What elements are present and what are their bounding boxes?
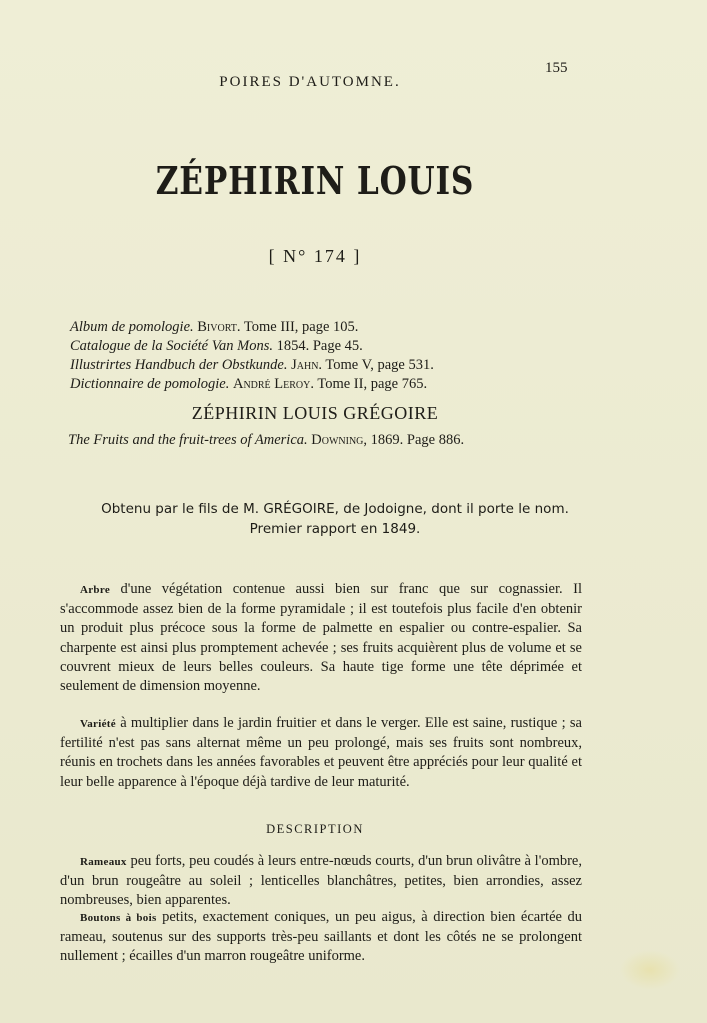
reference-author: André Leroy. [232, 376, 314, 392]
paragraph-text: peu forts, peu coudés à leurs entre-nœuds courts, d'un brun olivâtre à l'ombre, d'un brun rougeâtre au soleil ; lenticelles blanchâtres, petites, bien arrondies, assez nombreuses, bien apparentes. [60, 853, 582, 909]
reference-location: 1854. Page 45. [276, 338, 363, 354]
reference-item [70, 318, 630, 337]
reference-item [70, 375, 630, 394]
reference-location: Tome V, page 531. [325, 357, 434, 373]
reference-work: Dictionnaire de pomologie. [70, 376, 230, 392]
paragraph-text: d'une végétation contenue aussi bien sur franc que sur cognassier. Il s'accommode assez bien de la forme pyramidale ; il est toutefois plus facile d'en obtenir un produit plus précoce sous la forme de palmette en espalier ou contre-espalier. Sa charpente est ainsi plus promptement achevée ; ses fruits acquièrent plus de volume et se couvrent mieux de leurs belles couleurs. Sa haute tige forme une tête déprimée et seulement de dimension moyenne. [60, 581, 582, 695]
reference-item [70, 356, 630, 375]
page-title: ZÉPHIRIN LOUIS [155, 158, 475, 203]
paragraph-lead: Rameaux [80, 856, 127, 868]
reference-location: Tome III, page 105. [243, 319, 359, 335]
paragraph-text: à multiplier dans le jardin fruitier et dans le verger. Elle est saine, rustique ; sa fertilité n'est pas sans alternat même un peu prolongé, mais ses fruits sont nombreux, réunis en trochets dans les années favorables et peuvent être appréciés pour leur qualité et leur belle apparence à l'époque déjà tardive de leur maturité. [60, 715, 582, 790]
synonym-reference [68, 431, 628, 450]
page-number: 155 [545, 60, 568, 76]
reference-item [70, 337, 630, 356]
paragraph-text: petits, exactement coniques, un peu aigus, à direction bien écartée du rameau, soutenus sur des supports très-peu saillants et dont les côtés ne se prolongent nullement ; écailles d'un marron rougeâtre uniforme. [60, 909, 582, 965]
variety-number: [ N° 174 ] [268, 246, 362, 266]
origin-line: Obtenu par le fils de M. GRÉGOIRE, de Jodoigne, dont il porte le nom. [101, 501, 569, 517]
reference-work: Illustrirtes Handbuch der Obstkunde. [70, 357, 288, 373]
paper-stain [620, 950, 680, 990]
reference-location: 1869. Page 886. [370, 432, 465, 448]
origin-line: Premier rapport en 1849. [249, 521, 421, 537]
paragraph-arbre [60, 580, 582, 696]
reference-work: Catalogue de la Société Van Mons. [70, 338, 273, 354]
reference-work: Album de pomologie. [70, 319, 194, 335]
origin-note [30, 499, 640, 539]
running-head: POIRES D'AUTOMNE. [219, 74, 401, 90]
paragraph-variete [60, 714, 582, 792]
reference-work: The Fruits and the fruit-trees of America. [68, 432, 308, 448]
synonym-title: ZÉPHIRIN LOUIS GRÉGOIRE [191, 403, 439, 423]
section-heading: DESCRIPTION [266, 822, 364, 836]
reference-item [68, 431, 628, 450]
reference-author: Bivort. [197, 319, 241, 335]
paragraph-lead: Variété [80, 718, 116, 730]
paragraph-boutons [60, 908, 582, 967]
paragraph-lead: Arbre [80, 584, 111, 596]
reference-location: Tome II, page 765. [317, 376, 428, 392]
reference-author: Jahn. [291, 357, 323, 373]
paragraph-rameaux [60, 852, 582, 911]
reference-list [70, 318, 630, 394]
reference-author: Downing, [311, 432, 368, 448]
paragraph-lead: Boutons à bois [80, 912, 157, 924]
